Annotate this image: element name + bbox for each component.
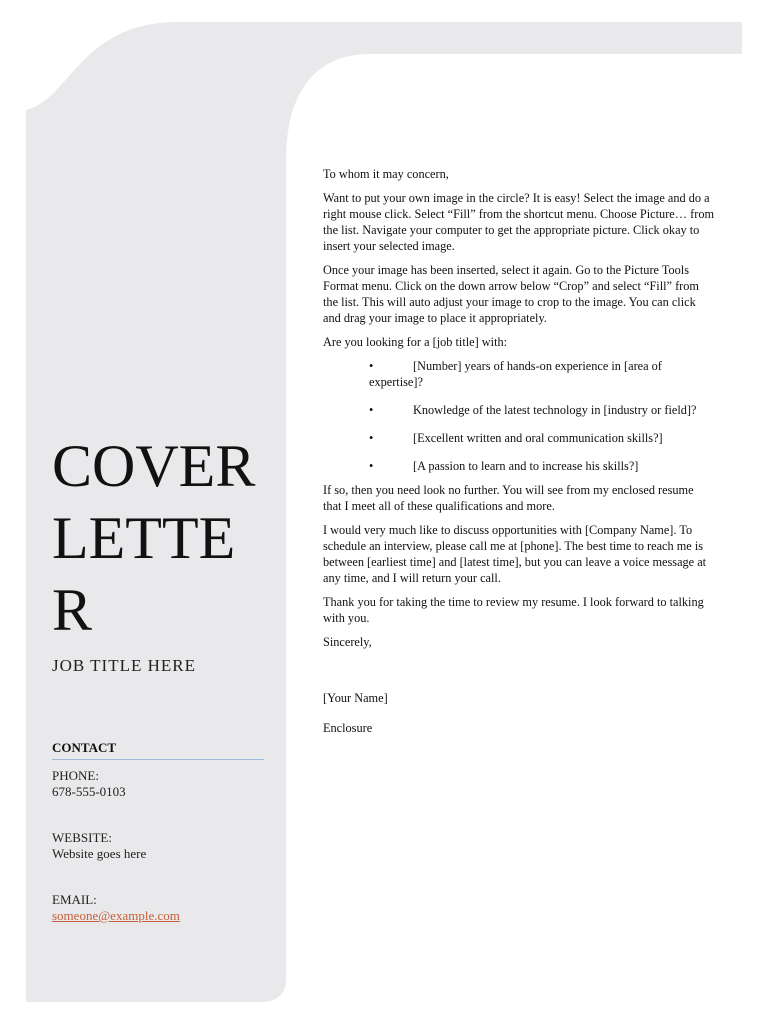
paragraph: Want to put your own image in the circle? It is easy! Select the image and do a right mouse click. Select “Fill” from the shortcut menu. Choose Picture… from the list. Navigate your computer to get the appropriate picture. Click okay to insert your selected image.	[323, 191, 715, 253]
qualifications-list	[323, 358, 715, 474]
letter-body	[323, 166, 715, 744]
phone-value: 678-555-0103	[52, 784, 126, 799]
paragraph: Once your image has been inserted, select it again. Go to the Picture Tools Format menu. Click on the down arrow below “Crop” and select “Fill” from the list. This will auto adjust your image to crop to the image. You can click and drag your image to place it appropriately.	[323, 263, 699, 325]
salutation: To whom it may concern,	[323, 167, 449, 181]
email-label: EMAIL:	[52, 892, 97, 907]
website-label: WEBSITE:	[52, 830, 112, 845]
job-title: JOB TITLE HERE	[52, 656, 197, 675]
signature-name: [Your Name]	[323, 691, 388, 705]
contact-heading: CONTACT	[52, 740, 264, 760]
bullet-icon: •	[369, 431, 374, 445]
signature-space	[323, 658, 715, 690]
paragraph: I would very much like to discuss opportunities with [Company Name]. To schedule an interview, please call me at [phone]. The best time to reach me is between [earliest time] and [latest time], but you can leave a voice message at any time, and I will return your call.	[323, 523, 707, 585]
bullet-icon: •	[369, 403, 374, 417]
list-item	[369, 458, 715, 474]
list-item-text: [Number] years of hands-on experience in [area of expertise]?	[369, 359, 662, 389]
paragraph: Thank you for taking the time to review my resume. I look forward to talking with you.	[323, 595, 704, 625]
cover-letter-title	[52, 430, 255, 646]
title-line: COVER	[52, 433, 256, 499]
title-line: LETTE	[52, 505, 236, 571]
list-item	[369, 358, 715, 390]
email-link[interactable]: someone@example.com	[52, 908, 180, 923]
list-item	[369, 402, 715, 418]
website-value: Website goes here	[52, 846, 147, 861]
list-item	[369, 430, 715, 446]
closing: Sincerely,	[323, 635, 372, 649]
bullet-icon: •	[369, 459, 374, 473]
list-item-text: [Excellent written and oral communication skills?]	[413, 431, 663, 445]
bullet-icon: •	[369, 359, 374, 373]
list-item-text: [A passion to learn and to increase his skills?]	[413, 459, 639, 473]
list-item-text: Knowledge of the latest technology in [industry or field]?	[413, 403, 697, 417]
email-block	[52, 892, 264, 924]
paragraph: If so, then you need look no further. You will see from my enclosed resume that I meet all of these qualifications and more.	[323, 483, 694, 513]
phone-block	[52, 768, 264, 800]
title-line: R	[52, 577, 93, 643]
website-block	[52, 830, 264, 862]
paragraph: Are you looking for a [job title] with:	[323, 335, 508, 349]
phone-label: PHONE:	[52, 768, 99, 783]
enclosure: Enclosure	[323, 721, 373, 735]
